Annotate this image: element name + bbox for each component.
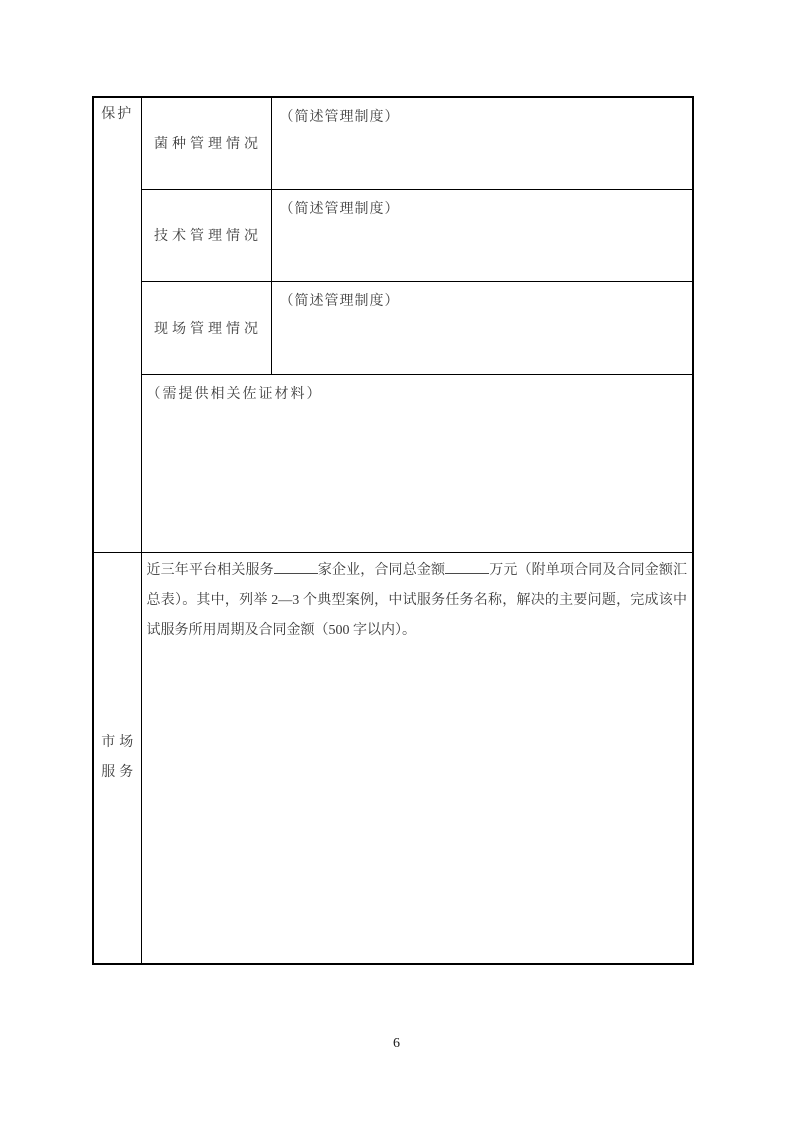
table-row (93, 97, 693, 189)
strain-management-description-cell[interactable] (271, 97, 693, 189)
market-service-label-cell (93, 552, 141, 964)
contract-amount-blank-field[interactable] (445, 561, 489, 574)
table-row (93, 281, 693, 374)
protect-label: 保护 (101, 107, 134, 122)
evidence-note: （需提供相关佐证材料） (146, 386, 323, 402)
page-number: 6 (393, 1036, 400, 1051)
strain-management-label: 菌种管理情况 (154, 137, 262, 153)
market-service-label-line2: 服务 (101, 764, 138, 780)
technology-management-description-cell[interactable] (271, 189, 693, 281)
strain-management-label-cell (141, 97, 271, 189)
market-paragraph-part3: 万元（附单项合同及合同金额汇总表）。其中，列举 2—3 个典型案例，中试服务任务名称，解决的主要问题，完成该中试服务所用周期及合同金额（500 字以内）。 (146, 562, 688, 638)
enterprise-count-blank-field[interactable] (274, 561, 318, 574)
market-service-paragraph-cell[interactable] (141, 552, 693, 964)
site-management-placeholder: （简述管理制度） (279, 293, 400, 309)
technology-management-placeholder: （简述管理制度） (279, 201, 400, 217)
table-row (93, 189, 693, 281)
site-management-label: 现场管理情况 (154, 321, 262, 337)
technology-management-label-cell (141, 189, 271, 281)
table-row (93, 374, 693, 552)
protect-label-cell (93, 97, 141, 552)
site-management-label-cell (141, 281, 271, 374)
site-management-description-cell[interactable] (271, 281, 693, 374)
market-paragraph-part2: 家企业，合同总金额 (317, 562, 446, 578)
table-row (93, 552, 693, 964)
application-form-table (92, 96, 694, 965)
technology-management-label: 技术管理情况 (154, 229, 262, 244)
market-paragraph-part1: 近三年平台相关服务 (146, 562, 274, 578)
evidence-note-cell[interactable] (141, 374, 693, 552)
strain-management-placeholder: （简述管理制度） (279, 110, 400, 125)
market-service-label-line1: 市场 (101, 734, 138, 750)
